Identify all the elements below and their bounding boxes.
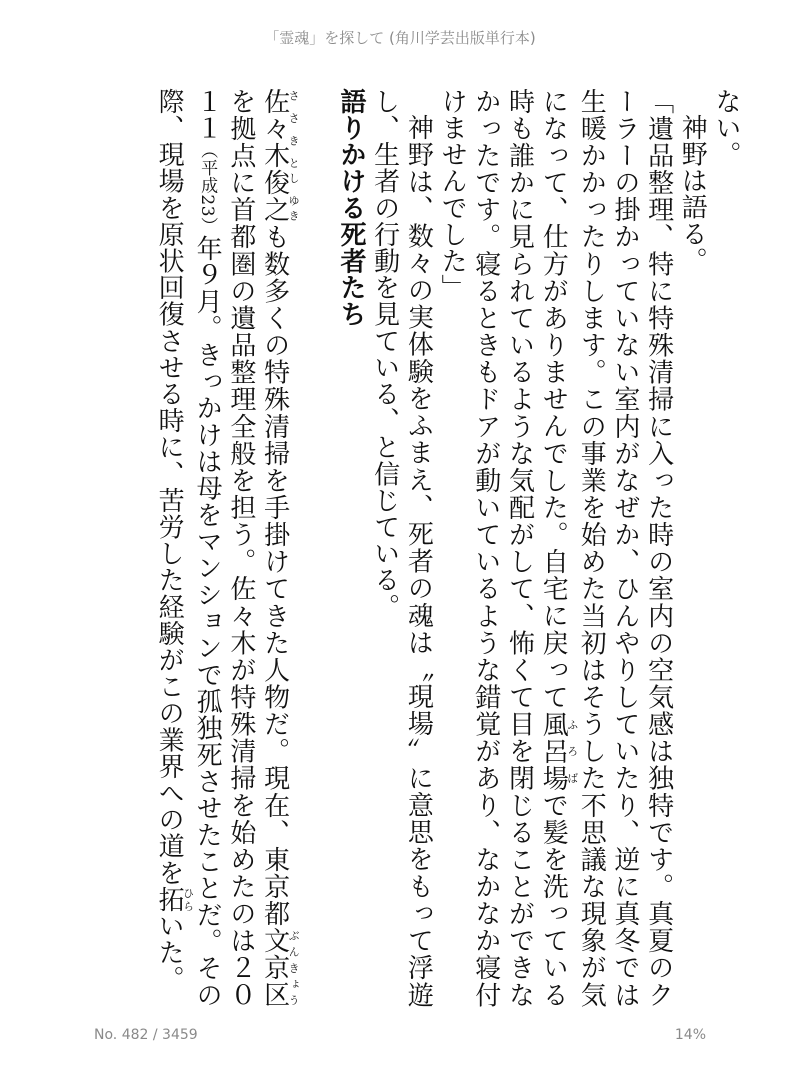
paragraph-text: で髪を洗っている時も誰かに見られているような気配がして、怖くて目を閉じることができなかったです。寝るときもドアが動いているような錯覚があり、なかなか寝付けませんでした」 bbox=[437, 88, 569, 1008]
location-indicator: No. 482 / 3459 bbox=[94, 1027, 198, 1043]
paragraph: 神野は、数々の実体験をふまえ、死者の魂は〝現場〟に意思をもって浮遊し、生者の行動を見ている、と信じている。 bbox=[369, 88, 434, 1008]
inline-note: （平成23） bbox=[197, 141, 218, 235]
paragraph-text: 年９月。きっかけは母をマンションで孤独死させたことだ。その際、現場を原状回復させる時に、苦労した経験がこの業界への道を bbox=[154, 88, 223, 1008]
paragraph bbox=[151, 88, 299, 1008]
ruby-word: 拓ひら bbox=[154, 886, 195, 913]
ruby-word: 佐々木俊之さ さ き とし ゆき bbox=[259, 88, 301, 224]
ruby-word: 風呂場ふろば bbox=[538, 710, 579, 792]
paragraph-text: 「遺品整理、特に特殊清掃に入った時の室内の空気感は独特です。真夏のクーラーの掛かっていない室内がなぜか、ひんやりしていたり、逆に真冬では生暖かかったりします。この事業を始めた当初はそうした不思議な現象が気になって、仕方がありませんでした。自宅に戻って bbox=[538, 88, 674, 1008]
paragraph-text: も数多くの特殊清掃を手掛けてきた人物だ。現在、東京都 bbox=[259, 223, 290, 928]
ruby-word: 文京区ぶんきょう bbox=[259, 927, 301, 1008]
paragraph-text: いた。 bbox=[154, 912, 185, 993]
page-body bbox=[52, 88, 742, 1008]
paragraph: ない。 bbox=[711, 88, 741, 168]
book-title: 「霊魂」を探して (角川学芸出版単行本) bbox=[264, 29, 536, 47]
section-heading: 語りかける死者たち bbox=[335, 88, 366, 328]
paragraph-text: を拠点に首都圏の遺品整理全般を担う。佐々木が特殊清掃を始めたのは２０１１ bbox=[192, 88, 256, 1008]
progress-percent: 14% bbox=[674, 1027, 706, 1043]
quote-paragraph bbox=[434, 88, 674, 1008]
paragraph: 神野は語る。 bbox=[677, 114, 708, 274]
